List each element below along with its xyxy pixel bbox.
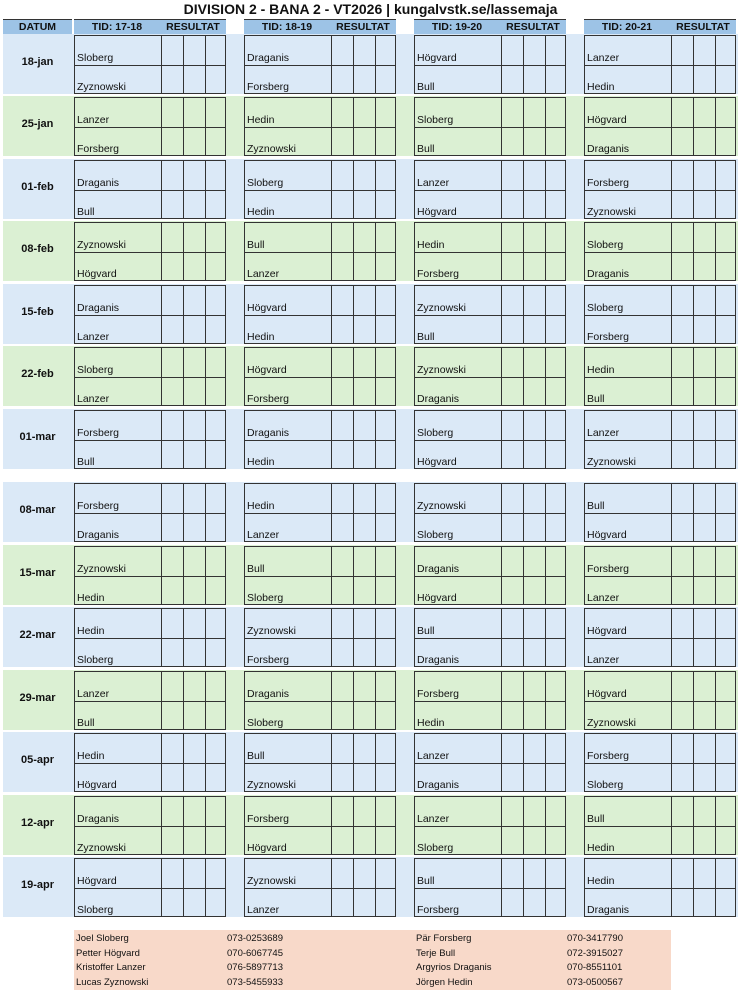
contact-phone: 073-0500567: [567, 976, 623, 988]
slot-time-label: TID: 19-20: [431, 21, 483, 33]
match-cell: [414, 671, 566, 730]
match-cell: [244, 608, 396, 667]
match-cell: [244, 671, 396, 730]
contact-phone: 070-6067745: [227, 947, 283, 959]
player-away: Lanzer: [247, 529, 280, 541]
contact-name: Petter Högvard: [76, 947, 140, 959]
player-home: Draganis: [247, 52, 290, 64]
round-date: 22-mar: [19, 629, 56, 641]
player-home: Draganis: [417, 563, 460, 575]
round-date: 19-apr: [20, 879, 55, 891]
match-cell: [414, 222, 566, 281]
match-cell: [584, 222, 736, 281]
match-cell: [74, 35, 226, 94]
player-away: Forsberg: [417, 268, 460, 280]
player-away: Bull: [77, 456, 95, 468]
player-away: Lanzer: [587, 592, 620, 604]
player-home: Zyznowski: [247, 875, 297, 887]
player-away: Hedin: [77, 592, 105, 604]
player-away: Sloberg: [77, 904, 114, 916]
player-home: Zyznowski: [417, 364, 467, 376]
match-cell: [584, 410, 736, 469]
round-date: 08-mar: [19, 504, 56, 516]
player-home: Bull: [587, 813, 605, 825]
player-home: Bull: [417, 625, 435, 637]
player-home: Sloberg: [587, 302, 624, 314]
match-cell: [74, 858, 226, 917]
contact-name: Joel Sloberg: [76, 933, 129, 944]
round-date: 01-feb: [21, 181, 54, 193]
player-away: Sloberg: [247, 592, 284, 604]
player-home: Forsberg: [77, 427, 120, 439]
round-date: 22-feb: [21, 368, 54, 380]
match-cell: [244, 858, 396, 917]
match-cell: [244, 546, 396, 605]
round-date: 15-mar: [19, 567, 56, 579]
player-away: Högvard: [417, 206, 457, 218]
player-away: Bull: [77, 206, 95, 218]
match-cell: [584, 858, 736, 917]
player-away: Lanzer: [247, 904, 280, 916]
slot-time-label: TID: 17-18: [91, 21, 143, 33]
slot-time-label: TID: 18-19: [261, 21, 313, 33]
player-home: Högvard: [77, 875, 117, 887]
match-cell: [74, 671, 226, 730]
player-away: Sloberg: [247, 717, 284, 729]
contact-phone: 076-5897713: [227, 962, 283, 973]
match-cell: [244, 347, 396, 406]
player-home: Hedin: [587, 875, 615, 887]
match-cell: [584, 160, 736, 219]
contact-name: Lucas Zyznowski: [76, 976, 149, 988]
match-cell: [414, 410, 566, 469]
player-home: Sloberg: [417, 427, 454, 439]
player-away: Lanzer: [247, 268, 280, 280]
match-cell: [584, 285, 736, 344]
match-cell: [584, 347, 736, 406]
page-title: DIVISION 2 - BANA 2 - VT2026 | kungalvstk.se/lassemaja: [183, 1, 558, 17]
match-cell: [74, 608, 226, 667]
slot-time-label: TID: 20-21: [601, 21, 653, 33]
match-cell: [74, 410, 226, 469]
match-cell: [414, 347, 566, 406]
contact-phone: 072-3915027: [567, 947, 623, 959]
player-away: Bull: [417, 331, 435, 343]
player-away: Bull: [77, 717, 95, 729]
slot-header: [74, 19, 226, 35]
player-away: Hedin: [587, 81, 615, 93]
player-away: Hedin: [247, 456, 275, 468]
resultat-label: RESULTAT: [336, 21, 390, 33]
player-away: Högvard: [247, 842, 287, 854]
player-home: Lanzer: [417, 177, 450, 189]
player-home: Lanzer: [587, 52, 620, 64]
player-away: Högvard: [77, 268, 117, 280]
match-cell: [584, 97, 736, 156]
player-away: Forsberg: [247, 393, 290, 405]
player-home: Hedin: [247, 114, 275, 126]
player-away: Lanzer: [77, 331, 110, 343]
player-home: Zyznowski: [417, 500, 467, 512]
contact-name: Terje Bull: [416, 947, 456, 959]
player-away: Forsberg: [417, 904, 460, 916]
player-away: Forsberg: [77, 143, 120, 155]
player-home: Lanzer: [77, 688, 110, 700]
match-cell: [584, 796, 736, 855]
player-home: Sloberg: [587, 239, 624, 251]
player-home: Högvard: [587, 625, 627, 637]
match-cell: [74, 546, 226, 605]
player-home: Forsberg: [587, 177, 630, 189]
match-cell: [414, 285, 566, 344]
round-date: 15-feb: [21, 306, 54, 318]
player-away: Hedin: [247, 206, 275, 218]
player-away: Sloberg: [417, 842, 454, 854]
player-home: Hedin: [417, 239, 445, 251]
round-date: 01-mar: [19, 431, 56, 443]
player-away: Sloberg: [587, 779, 624, 791]
player-home: Forsberg: [77, 500, 120, 512]
round-date: 12-apr: [20, 817, 55, 829]
player-home: Bull: [587, 500, 605, 512]
contact-name: Argyrios Draganis: [416, 962, 492, 973]
contact-phone: 070-3417790: [567, 933, 623, 944]
player-home: Lanzer: [587, 427, 620, 439]
player-away: Zyznowski: [587, 456, 637, 468]
player-home: Zyznowski: [247, 625, 297, 637]
match-cell: [244, 483, 396, 542]
match-cell: [74, 796, 226, 855]
player-away: Hedin: [587, 842, 615, 854]
contact-name: Pär Forsberg: [416, 933, 472, 944]
player-home: Lanzer: [417, 750, 450, 762]
match-cell: [584, 483, 736, 542]
player-home: Zyznowski: [417, 302, 467, 314]
match-cell: [74, 483, 226, 542]
slot-header: [244, 19, 396, 35]
match-cell: [414, 35, 566, 94]
player-away: Draganis: [417, 393, 460, 405]
round-date: 29-mar: [19, 692, 56, 704]
player-home: Sloberg: [247, 177, 284, 189]
match-cell: [414, 546, 566, 605]
contact-name: Jörgen Hedin: [416, 976, 473, 988]
player-home: Forsberg: [587, 563, 630, 575]
player-home: Draganis: [247, 427, 290, 439]
player-home: Högvard: [247, 364, 287, 376]
player-away: Forsberg: [587, 331, 630, 343]
player-away: Zyznowski: [247, 779, 297, 791]
player-away: Zyznowski: [77, 842, 127, 854]
match-cell: [74, 733, 226, 792]
match-cell: [414, 160, 566, 219]
round-date: 08-feb: [21, 243, 54, 255]
player-away: Draganis: [77, 529, 120, 541]
player-away: Zyznowski: [77, 81, 127, 93]
match-cell: [244, 733, 396, 792]
player-home: Högvard: [417, 52, 457, 64]
round-date: 18-jan: [21, 56, 54, 68]
player-away: Sloberg: [77, 654, 114, 666]
player-home: Draganis: [77, 813, 120, 825]
match-cell: [414, 796, 566, 855]
player-away: Bull: [587, 393, 605, 405]
player-away: Draganis: [587, 143, 630, 155]
player-away: Bull: [417, 81, 435, 93]
player-away: Hedin: [247, 331, 275, 343]
contact-list: [74, 930, 671, 990]
round-date: 25-jan: [21, 118, 54, 130]
match-cell: [414, 733, 566, 792]
player-away: Högvard: [417, 456, 457, 468]
player-home: Draganis: [77, 177, 120, 189]
player-away: Sloberg: [417, 529, 454, 541]
match-cell: [244, 285, 396, 344]
player-away: Draganis: [417, 654, 460, 666]
round-date: 05-apr: [20, 754, 55, 766]
player-home: Zyznowski: [77, 563, 127, 575]
player-home: Forsberg: [417, 688, 460, 700]
player-home: Högvard: [247, 302, 287, 314]
match-cell: [74, 222, 226, 281]
player-away: Högvard: [417, 592, 457, 604]
player-home: Hedin: [77, 750, 105, 762]
player-away: Forsberg: [247, 81, 290, 93]
player-away: Bull: [417, 143, 435, 155]
player-home: Forsberg: [247, 813, 290, 825]
player-away: Forsberg: [247, 654, 290, 666]
player-away: Zyznowski: [587, 717, 637, 729]
match-cell: [414, 608, 566, 667]
player-home: Sloberg: [77, 52, 114, 64]
player-away: Zyznowski: [587, 206, 637, 218]
match-cell: [74, 97, 226, 156]
player-home: Bull: [247, 750, 265, 762]
player-home: Bull: [247, 239, 265, 251]
contact-phone: 073-5455933: [227, 976, 283, 988]
player-home: Hedin: [247, 500, 275, 512]
player-home: Forsberg: [587, 750, 630, 762]
player-home: Lanzer: [77, 114, 110, 126]
resultat-label: RESULTAT: [676, 21, 730, 33]
match-cell: [244, 97, 396, 156]
slot-header: [584, 19, 736, 35]
player-away: Lanzer: [77, 393, 110, 405]
player-away: Zyznowski: [247, 143, 297, 155]
player-home: Hedin: [77, 625, 105, 637]
player-home: Sloberg: [417, 114, 454, 126]
match-cell: [414, 483, 566, 542]
match-cell: [414, 97, 566, 156]
slot-header: [414, 19, 566, 35]
player-home: Högvard: [587, 114, 627, 126]
player-home: Lanzer: [417, 813, 450, 825]
player-home: Bull: [247, 563, 265, 575]
player-away: Draganis: [417, 779, 460, 791]
player-home: Draganis: [247, 688, 290, 700]
player-home: Hedin: [587, 364, 615, 376]
player-away: Draganis: [587, 268, 630, 280]
match-cell: [584, 546, 736, 605]
match-cell: [244, 222, 396, 281]
player-home: Bull: [417, 875, 435, 887]
player-home: Högvard: [587, 688, 627, 700]
player-home: Zyznowski: [77, 239, 127, 251]
match-cell: [244, 35, 396, 94]
match-cell: [74, 285, 226, 344]
resultat-label: RESULTAT: [166, 21, 220, 33]
match-cell: [584, 671, 736, 730]
match-cell: [584, 608, 736, 667]
match-cell: [244, 410, 396, 469]
resultat-label: RESULTAT: [506, 21, 560, 33]
player-away: Hedin: [417, 717, 445, 729]
match-cell: [74, 347, 226, 406]
contact-phone: 073-0253689: [227, 933, 283, 944]
player-away: Draganis: [587, 904, 630, 916]
match-cell: [584, 733, 736, 792]
match-cell: [74, 160, 226, 219]
player-home: Draganis: [77, 302, 120, 314]
contact-name: Kristoffer Lanzer: [76, 962, 146, 973]
match-cell: [244, 796, 396, 855]
player-away: Högvard: [77, 779, 117, 791]
player-away: Högvard: [587, 529, 627, 541]
player-away: Lanzer: [587, 654, 620, 666]
contact-phone: 070-8551101: [567, 962, 623, 973]
datum-header: DATUM: [3, 19, 72, 35]
player-home: Sloberg: [77, 364, 114, 376]
match-cell: [584, 35, 736, 94]
match-cell: [244, 160, 396, 219]
match-cell: [414, 858, 566, 917]
